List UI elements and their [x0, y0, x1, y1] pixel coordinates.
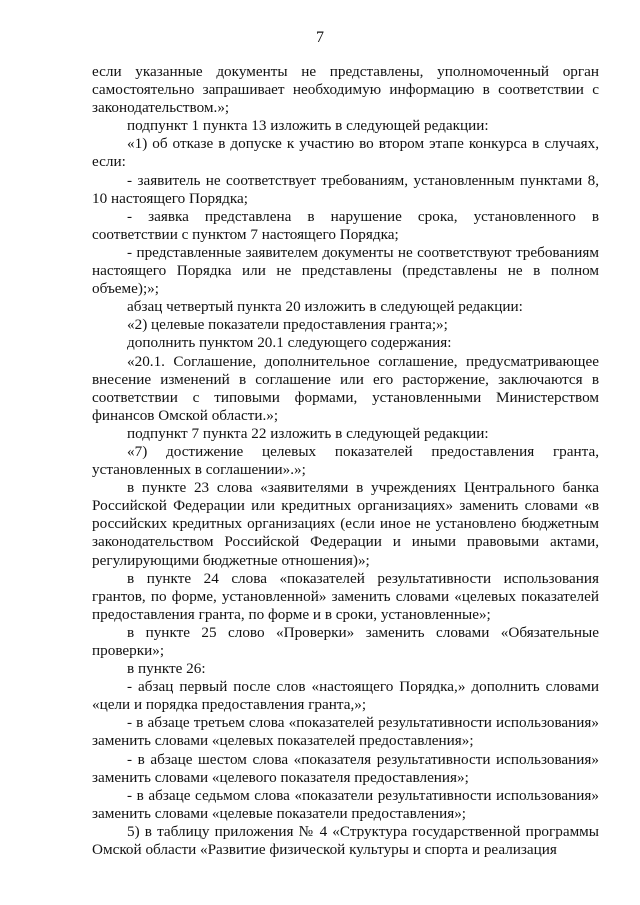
paragraph: в пункте 26: [127, 660, 206, 678]
paragraph: подпункт 7 пункта 22 изложить в следующей редакции: [127, 424, 489, 442]
paragraph: - представленные заявителем документы не соответствуют требованиям настоящего Порядка или не представлены (представлены не в полном объеме);»; [92, 243, 599, 298]
paragraph: «2) целевые показатели предоставления гранта;»; [127, 316, 448, 334]
paragraph: в пункте 23 слова «заявителями в учреждениях Центрального банка Российской Федерации или кредитных организациях» заменить словами «в российских кредитных организациях (если иное не установлено бюджетным законодательством Российской Федерации и иными правовыми актами, регулирующими бюджетные отношения)»; [92, 479, 599, 569]
page-number: 7 [316, 29, 324, 46]
paragraph: «20.1. Соглашение, дополнительное соглашение, предусматривающее внесение изменений в соглашение или его расторжение, заключаются в соответствии с типовыми формами, установленными Министерством финансов Омской области.»; [92, 352, 599, 424]
document-body [92, 63, 599, 859]
paragraph: если указанные документы не представлены, уполномоченный орган самостоятельно запрашивает необходимую информацию в соответствии с законодательством.»; [92, 63, 599, 117]
paragraph: 5) в таблицу приложения № 4 «Структура государственной программы Омской области «Развитие физической культуры и спорта и реализация [92, 822, 599, 859]
paragraph: - абзац первый после слов «настоящего Порядка,» дополнить словами «цели и порядка предоставления гранта,»; [92, 678, 599, 714]
paragraph: - в абзаце седьмом слова «показатели результативности использования» заменить словами «целевые показатели предоставления»; [92, 786, 599, 822]
paragraph: в пункте 25 слово «Проверки» заменить словами «Обязательные проверки»; [92, 623, 599, 659]
paragraph: - в абзаце третьем слова «показателей результативности использования» заменить словами «целевых показателей предоставления»; [92, 714, 599, 750]
paragraph: - заявка представлена в нарушение срока, установленного в соответствии с пунктом 7 настоящего Порядка; [92, 207, 599, 243]
paragraph: «1) об отказе в допуске к участию во втором этапе конкурса в случаях, если: [92, 135, 599, 171]
paragraph: «7) достижение целевых показателей предоставления гранта, установленных в соглашении».»; [92, 442, 599, 479]
paragraph: дополнить пунктом 20.1 следующего содержания: [127, 334, 452, 352]
paragraph: - заявитель не соответствует требованиям, установленным пунктами 8, 10 настоящего Порядка; [92, 171, 599, 207]
paragraph: подпункт 1 пункта 13 изложить в следующей редакции: [127, 117, 489, 135]
paragraph: - в абзаце шестом слова «показателя результативности использования» заменить словами «целевого показателя предоставления»; [92, 750, 599, 786]
paragraph: абзац четвертый пункта 20 изложить в следующей редакции: [127, 298, 523, 316]
paragraph: в пункте 24 слова «показателей результативности использования грантов, по форме, установленной» заменить словами «целевых показателей предоставления гранта, по форме и в сроки, установленные»; [92, 569, 599, 623]
